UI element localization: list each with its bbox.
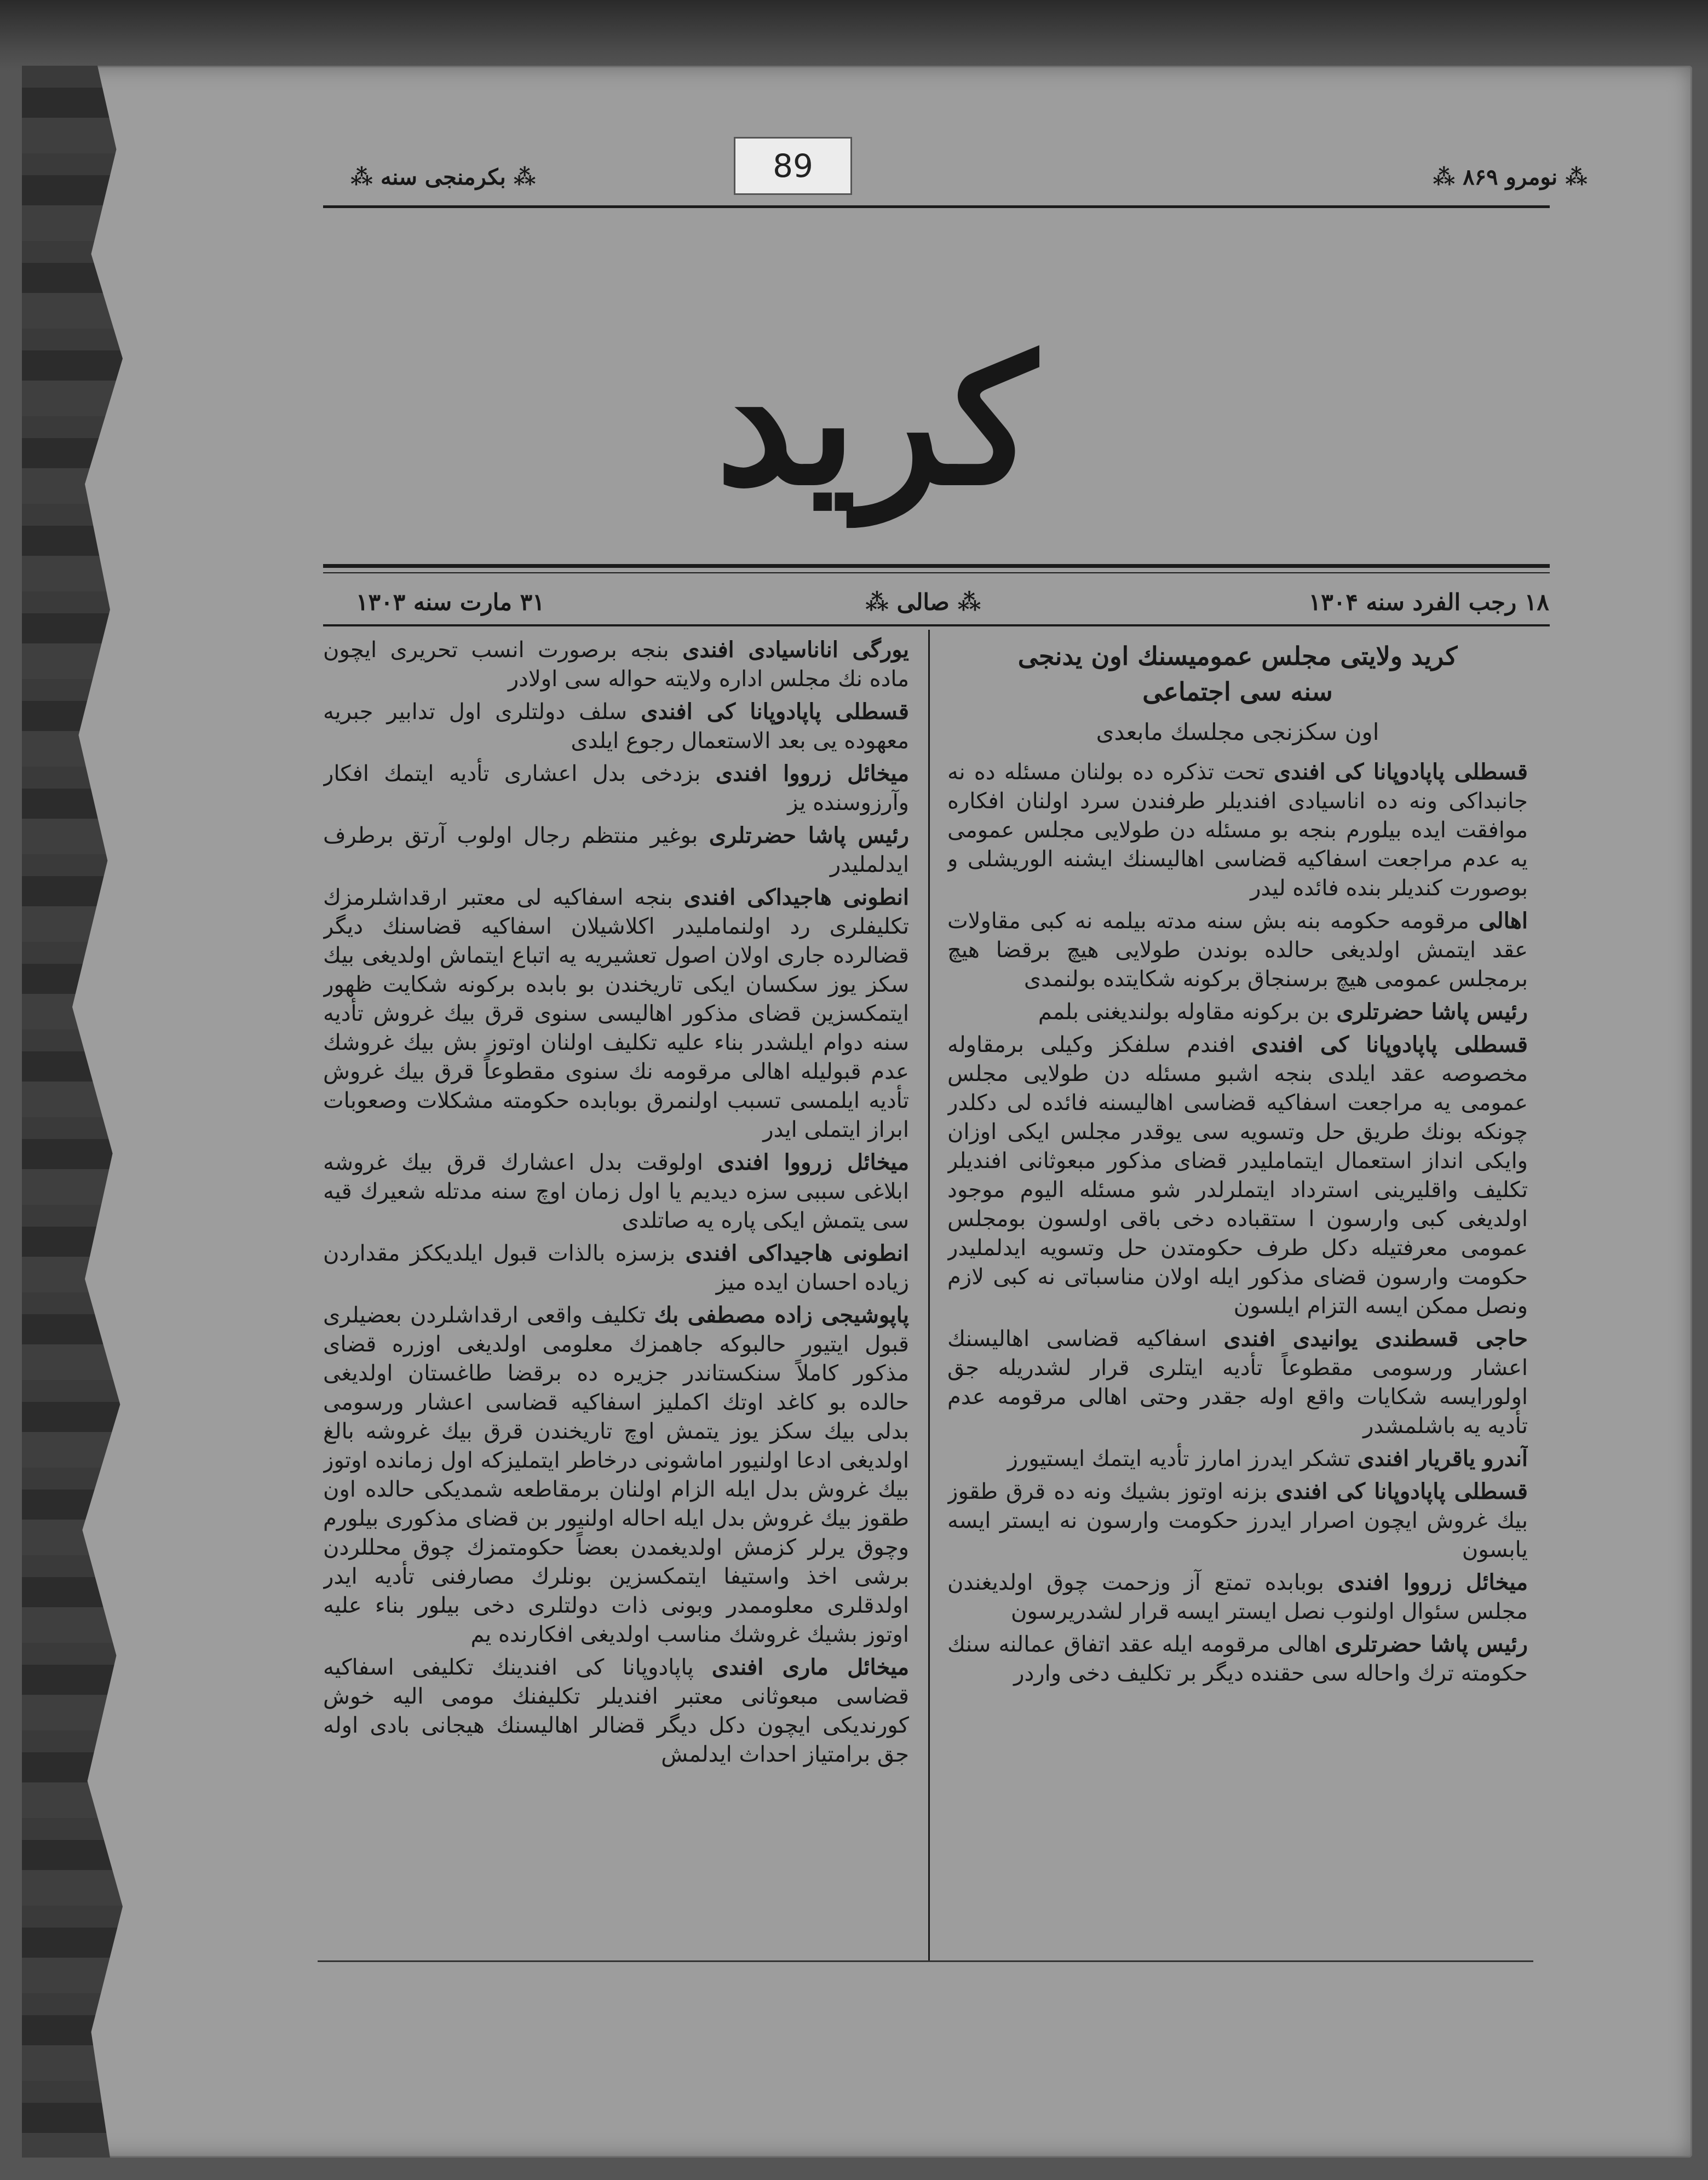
speech-text: بزدخی بدل اعشاری تأديه ايتمك افكار وآرزوسنده يز [323,761,909,815]
speaker-name: يورگی اناناسيادی افندی [682,637,909,663]
article-paragraph [947,1324,1528,1441]
issue-label: ⁂ نومرو ۸۶۹ ⁂ [1433,164,1588,190]
page-bottom-rule [318,1960,1533,1962]
header-top-rule [323,205,1550,208]
speaker-name: قسطلی پاپادوپانا كی افندی [1251,1032,1528,1057]
speaker-name: اهالی [1479,908,1528,934]
article-paragraph [947,1568,1528,1626]
article-paragraph [323,635,909,694]
speaker-name: انطونی هاجيداكی افندی [683,884,909,910]
speaker-name: ميخائل زرووا افندی [715,761,909,786]
speech-text: تشكر ايدرز امارز تأديه ايتمك ايستيورز [1007,1446,1350,1471]
speech-text: تكليف واقعی ارقداشلردن بعضيلری قبول ايتيور حالبوكه جاهمزك معلومی اولديغی اوزره قضای مذكور كاملاً سنكستاندر جزيره ده برقضا طاغستان اولديغی حالده بو كاغد اوتك اكمليز اسفاكيه قضاسی اعشار ورسومی بدلی بيك سكز يوز يتمش اوچ تاريخندن قرق بيك غروشه بالغ اولديغی ادعا اولنيور اماشونی درخاطر ايتمليزكه اول زمانده اوتوز بيك غروش بدل ايله الزام اولنان برمقاطعه شمديكی حالده اون طقوز بيك غروش بدل ايله احاله اولنيور بن قضای مذكوری بيلورم وچوق يرلر كزمش اولديغمدن بعضاً حكومتمزك چوق محللردن برشی اخذ واستيفا ايتمكسزين بونلرك مصارفنی تأديه ايدر اولدقلری معلوممدر وبونی ذات دولتلری دخی بيلور بناء عليه اوتوز بشيك غروشك مناسب اولديغی افكارنده يم [323,1303,909,1647]
speech-text: سلف دولتلری اول تدابير جبريه معهوده يی بعد الاستعمال رجوع ايلدی [323,699,909,753]
speaker-name: رئيس پاشا حضرتلری [709,822,909,848]
article-paragraph [323,1239,909,1297]
article-paragraph [947,757,1528,903]
speech-text: اولوقت بدل اعشارك قرق بيك غروشه ابلاغی سببی سزه ديديم يا اول زمان اوچ سنه مدتله شعيرك قيه سی يتمش ايكی پاره يه صاتلدی [323,1150,909,1233]
article-paragraph [323,883,909,1144]
article-paragraph [323,821,909,879]
speaker-name: رئيس پاشا حضرتلری [1336,999,1528,1025]
column-divider [928,630,930,1960]
speaker-name: ميخائل ماری افندی [711,1654,909,1680]
masthead-bottom-rule [323,564,1550,568]
speaker-name: قسطلی پاپادوپانا كی افندی [1275,1479,1528,1504]
speech-text: بن بركونه مقاوله بولنديغنی بلمم [1038,999,1330,1025]
article-paragraph [947,1477,1528,1564]
article-paragraph [323,1301,909,1649]
speech-text: بنجه اسفاكيه لی معتبر ارقداشلرمزك تكليفلری رد اولنمامليدر اكلاشيلان اسفاكيه قضاسنك ديگر قضالرده جاری اولان اصول تعشيريه يه اتباع ايتماش اولديغی بيك سكز يوز سكسان ايكی تاريخندن بو بابده بركونه شكايت ظهور ايتمكسزين قضای مذكور اهاليسی سنوی قرق بيك غروش تأديه سنه دوام ايلشدر بناء عليه تكليف اولنان اوتوز بش بيك غروشك عدم قبوليله اهالی مرقومه نك سنوی مقطوعاً قرق بيك غروش تأديه ايلمسی تسبب اولنمرق بوبابده حكومته مشكلات وصعوبات ابراز ايتملی ايدر [323,885,909,1142]
session-subheading: اون سكزنجی مجلسك مابعدی [1096,718,1379,745]
speaker-name: آندرو ياقريار افندی [1357,1446,1528,1471]
speech-text: بوبابده تمتع آز وزحمت چوق اولديغندن مجلس سئوال اولنوب نصل ايستر ايسه قرار لشدريرسون [947,1570,1528,1624]
assembly-heading-line2: سنه سی اجتماعی [1142,677,1333,706]
article-paragraph [947,1630,1528,1688]
right-column [947,635,1528,1944]
speech-text: تحت تذكره ده بولنان مسئله ده نه جانبداكی ونه ده اناسيادی افنديلر طرفندن سرد اولنان افكاره موافقت ايده بيلورم بنجه بو مسئله دن طولايی مجلس عمومی يه عدم مراجعت اسفاكيه قضاسی اهاليسنك ايشنه الوريشلی و بوصورت كنديلر بنده فائده ليدر [947,760,1528,901]
speaker-name: قسطلی پاپادوپانا كی افندی [1273,759,1528,785]
speech-text: بنجه برصورت انسب تحريری ايچون ماده نك مجلس اداره ولايته حواله سی اولادر [323,637,909,692]
speech-text: اهالی مرقومه ايله عقد اتفاق عمالنه سنك حكومته ترك واحاله سی حقنده ديگر بر تكليف دخی واردر [947,1632,1528,1686]
assembly-heading-line1: كريد ولايتی مجلس عموميسنك اون يدنجی [1017,641,1458,671]
masthead-title: كريد [716,319,1037,524]
article-paragraph [947,1030,1528,1321]
speaker-name: انطونی هاجيداكی افندی [685,1240,909,1266]
speech-text: پاپادوپانا كی افندينك تكليفی اسفاكيه قضاسی مبعوثانی معتبر افنديلر تكليفنك مومی اليه خوش كورنديكی ايچون دكل ديگر قضالر اهاليسنك هيجانی بادی اوله جق برامتياز احداث ايدلمش [323,1655,909,1767]
article-paragraph [947,906,1528,994]
year-label: ⁂ بكرمنجی سنه ⁂ [350,164,536,190]
speaker-name: حاجی قسطندی يوانيدی افندی [1223,1326,1528,1351]
speaker-name: قسطلی پاپادوپانا كی افندی [641,699,909,724]
left-column [323,635,909,1944]
date-rumi: ۳۱ مارت سنه ۱۳۰۳ [356,589,545,616]
speaker-name: ميخائل زرووا افندی [717,1149,909,1175]
speaker-name: رئيس پاشا حضرتلری [1335,1631,1528,1657]
article-paragraph [323,1653,909,1769]
dateline-bottom-rule [323,624,1550,626]
torn-left-edge [22,66,148,2158]
article-paragraph [947,1444,1528,1474]
article-paragraph [323,697,909,756]
speech-text: افندم سلفكز وكيلی برمقاوله مخصوصه عقد ايلدی بنجه اشبو مسئله دن طولايی مجلس عمومی يه مراجعت اسفاكيه قضاسی اهاليسنه فائده لی دكلدر چونكه بونك طريق حل وتسويه سی يوقدر مجلس ايكی اوزان وايكی انداز استعمال ايتمامليدر قضای مذكور مبعوثانی افنديلر تكليف واقليرينی استرداد ايتملرلدر شو مسئله اليوم موجود اولديغی كبی وارسون ا ستقباده دخی باقی اولسون بومجلس عمومی معرفتيله دكل طرف حكومتدن حل وتسويه ايدلمليدر حكومت وارسون قضای مذكور ايله اولان مناسباتی نه كبی لازم ونصل ممكن ايسه التزام ايلسون [947,1032,1528,1319]
speaker-name: ميخائل زرووا افندی [1337,1569,1528,1595]
frequency-label: ⁂ صالی ⁂ [865,589,981,616]
speech-text: اسفاكيه قضاسی اهاليسنك اعشار ورسومی مقطوعاً تأديه ايتلری قرار لشدريله جق اولورايسه شكايات واقع اوله جقدر وحتی اهالی مرقومه عدم تأديه يه باشلمشدر [947,1326,1528,1439]
speech-text: مرقومه حكومه بنه بش سنه مدته بيلمه نه كبی مقاولات عقد ايتمش اولديغی حالده بوندن طولايی هيچ برقضا هيچ برمجلس عمومی هيچ برسنجاق بركونه شكايتده بولنمدی [947,908,1528,992]
article-paragraph [323,759,909,818]
masthead-bottom-rule-thin [323,572,1550,573]
article-paragraph [947,997,1528,1027]
speech-text: بزسزه بالذات قبول ايلديككز مقداردن زياده احسان ايده ميز [323,1241,909,1295]
speech-text: بوغير منتظم رجال اولوب آرتق برطرف ايدلمليدر [323,823,909,877]
speech-text: بزنه اوتوز بشيك ونه ده قرق طقوز بيك غروش ايچون اصرار ايدرز حكومت وارسون نه ايستر ايسه يابسون [947,1479,1528,1562]
date-hijri: ۱۸ رجب الفرد سنه ۱۳۰۴ [1308,589,1549,616]
page-number-label: 89 [734,137,852,195]
article-paragraph [323,1148,909,1235]
speaker-name: پاپوشيجی زاده مصطفی بك [654,1302,909,1328]
